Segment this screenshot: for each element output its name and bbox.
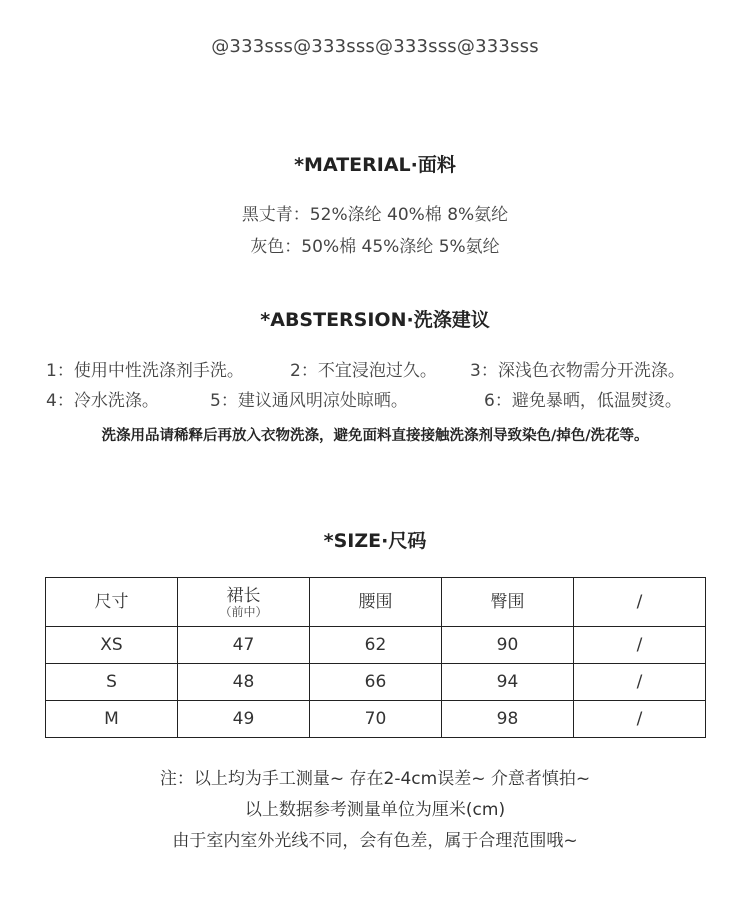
measure-note-3: 由于室内室外光线不同，会有色差，属于合理范围哦~: [172, 831, 578, 851]
table-cell: /: [574, 701, 706, 738]
header-cell-extra: /: [574, 578, 706, 627]
table-cell: 49: [178, 701, 310, 738]
header-cell-length-sub: （前中）: [219, 604, 268, 619]
wash-item-3: 3：深浅色衣物需分开洗涤。: [470, 361, 685, 381]
wash-item-2: 2：不宜浸泡过久。: [290, 361, 437, 381]
table-cell: M: [46, 701, 178, 738]
size-table-header-row: [46, 578, 706, 627]
table-cell: /: [574, 627, 706, 664]
header-cell-size: 尺寸: [46, 578, 178, 627]
table-cell: 90: [442, 627, 574, 664]
measure-note-1: 注：以上均为手工测量~ 存在2-4cm误差~ 介意者慎拍~: [159, 769, 591, 789]
wash-note: 洗涤用品请稀释后再放入衣物洗涤，避免面料直接接触洗涤剂导致染色/掉色/洗花等。: [101, 428, 649, 444]
wash-item-5: 5：建议通风明凉处晾晒。: [210, 391, 408, 411]
header-cell-waist: 腰围: [310, 578, 442, 627]
table-cell: /: [574, 664, 706, 701]
table-cell: XS: [46, 627, 178, 664]
wash-item-6: 6：避免暴晒，低温熨烫。: [484, 391, 682, 411]
table-cell: 98: [442, 701, 574, 738]
abstersion-heading: *ABSTERSION·洗涤建议: [260, 309, 490, 331]
table-row: [46, 664, 706, 701]
table-cell: 62: [310, 627, 442, 664]
table-cell: 47: [178, 627, 310, 664]
wash-item-4: 4：冷水洗涤。: [46, 391, 159, 411]
table-cell: 48: [178, 664, 310, 701]
material-line-1: 黑丈青：52%涤纶 40%棉 8%氨纶: [241, 205, 509, 225]
header-cell-hip: 臀围: [442, 578, 574, 627]
material-heading: *MATERIAL·面料: [294, 154, 456, 176]
table-row: [46, 627, 706, 664]
size-table: [45, 577, 706, 738]
material-line-2: 灰色：50%棉 45%涤纶 5%氨纶: [250, 237, 500, 257]
table-cell: S: [46, 664, 178, 701]
watermark-text: @333sss@333sss@333sss@333sss: [211, 36, 539, 57]
header-cell-length: 裙长 （前中）: [178, 578, 310, 627]
wash-item-1: 1：使用中性洗涤剂手洗。: [46, 361, 244, 381]
measure-note-2: 以上数据参考测量单位为厘米(cm): [244, 800, 506, 820]
table-cell: 66: [310, 664, 442, 701]
size-heading: *SIZE·尺码: [323, 530, 427, 552]
table-cell: 70: [310, 701, 442, 738]
table-row: [46, 701, 706, 738]
table-cell: 94: [442, 664, 574, 701]
